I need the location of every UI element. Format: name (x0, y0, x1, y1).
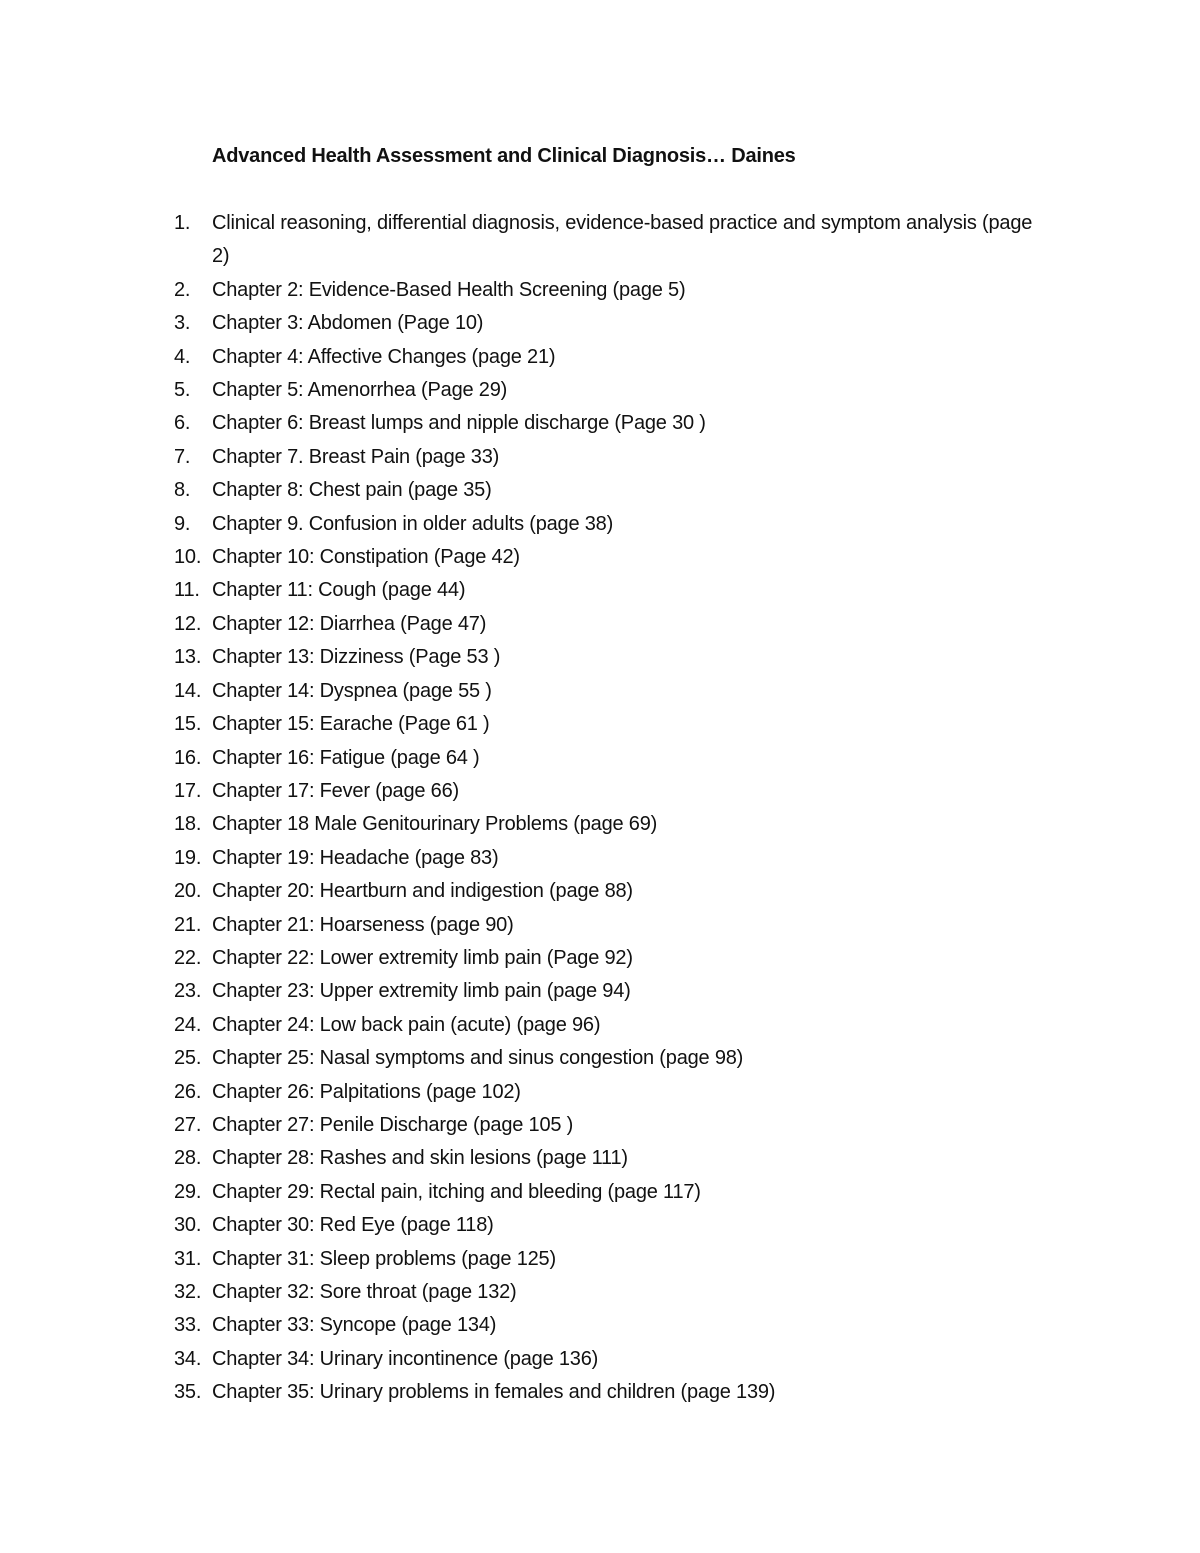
toc-item-number: 21. (174, 913, 202, 936)
toc-item-text: Chapter 14: Dyspnea (page 55 ) (212, 679, 492, 702)
toc-item (0, 775, 1200, 808)
toc-item (0, 1243, 1200, 1276)
toc-item-text: Chapter 19: Headache (page 83) (212, 846, 499, 869)
toc-item-text: Chapter 34: Urinary incontinence (page 136) (212, 1347, 599, 1370)
toc-item-text: Chapter 2: Evidence-Based Health Screening (page 5) (212, 278, 686, 301)
toc-item-text: Chapter 9. Confusion in older adults (page 38) (212, 512, 614, 535)
toc-item-text: Chapter 16: Fatigue (page 64 ) (212, 746, 480, 769)
toc-item-text: Chapter 23: Upper extremity limb pain (page 94) (212, 980, 631, 1003)
toc-item (0, 207, 1200, 274)
toc-item-text: Chapter 17: Fever (page 66) (212, 779, 459, 802)
toc-item (0, 1142, 1200, 1175)
toc-item-number: 32. (174, 1281, 202, 1303)
toc-item-number: 35. (174, 1381, 202, 1404)
toc-item-text: Chapter 31: Sleep problems (page 125) (212, 1247, 556, 1270)
toc-item (0, 341, 1200, 374)
toc-item-text: Chapter 6: Breast lumps and nipple discharge (Page 30 ) (212, 412, 706, 435)
toc-item (0, 1276, 1200, 1309)
toc-item (0, 1076, 1200, 1109)
toc-item (0, 842, 1200, 875)
toc-item-text: Chapter 32: Sore throat (page 132) (212, 1281, 517, 1303)
toc-item-number: 2. (174, 278, 191, 301)
toc-item (0, 641, 1200, 674)
toc-item-text: Chapter 7. Breast Pain (page 33) (212, 445, 500, 468)
toc-item (0, 1376, 1200, 1409)
toc-item-number: 31. (174, 1247, 202, 1270)
toc-item-number: 1. (174, 212, 191, 234)
toc-item-number: 22. (174, 946, 202, 969)
toc-item-number: 9. (174, 512, 191, 535)
toc-item (0, 942, 1200, 975)
toc-item-text: Chapter 5: Amenorrhea (Page 29) (212, 379, 508, 402)
toc-item-text: Chapter 4: Affective Changes (page 21) (212, 345, 556, 368)
toc-item-number: 24. (174, 1013, 202, 1036)
toc-item-number: 23. (174, 980, 202, 1003)
toc-item (0, 708, 1200, 741)
toc-item (0, 1176, 1200, 1209)
toc-item-number: 29. (174, 1180, 202, 1203)
toc-item-text: Chapter 27: Penile Discharge (page 105 ) (212, 1113, 574, 1136)
toc-item (0, 1343, 1200, 1376)
toc-item (0, 808, 1200, 841)
toc-item (0, 608, 1200, 641)
toc-item-text: Chapter 10: Constipation (Page 42) (212, 546, 520, 569)
toc-item (0, 574, 1200, 607)
toc-item-number: 30. (174, 1214, 202, 1237)
toc-item-text: Chapter 30: Red Eye (page 118) (212, 1214, 494, 1237)
toc-item-text: Chapter 28: Rashes and skin lesions (page 111) (212, 1147, 628, 1170)
toc-item (0, 541, 1200, 574)
toc-item (0, 441, 1200, 474)
toc-item-text: Chapter 8: Chest pain (page 35) (212, 479, 492, 502)
toc-item-number: 27. (174, 1113, 202, 1136)
toc-item (0, 875, 1200, 908)
toc-item-number: 33. (174, 1314, 202, 1337)
toc-item-text: Chapter 15: Earache (Page 61 ) (212, 713, 490, 736)
toc-item-number: 16. (174, 746, 202, 769)
toc-item (0, 307, 1200, 340)
toc-item-number: 17. (174, 779, 202, 802)
toc-item-number: 8. (174, 479, 191, 502)
toc-item-text: Chapter 29: Rectal pain, itching and bleeding (page 117) (212, 1180, 701, 1203)
toc-item (0, 1042, 1200, 1075)
toc-item-text: Chapter 22: Lower extremity limb pain (Page 92) (212, 946, 633, 969)
toc-item-number: 19. (174, 846, 202, 869)
toc-item-text: Chapter 3: Abdomen (Page 10) (212, 312, 484, 335)
toc-item-number: 14. (174, 679, 202, 702)
toc-item-number: 20. (174, 880, 202, 903)
toc-item (0, 909, 1200, 942)
toc-item-number: 4. (174, 345, 191, 368)
toc-item-number: 26. (174, 1080, 202, 1103)
toc-item-text: Chapter 33: Syncope (page 134) (212, 1314, 497, 1337)
toc-item-text: Chapter 11: Cough (page 44) (212, 579, 466, 602)
toc-item-number: 7. (174, 445, 191, 468)
toc-item-number: 3. (174, 312, 191, 335)
toc-item-text: Chapter 25: Nasal symptoms and sinus congestion (page 98) (212, 1047, 744, 1070)
toc-item-text: Chapter 12: Diarrhea (Page 47) (212, 612, 487, 635)
toc-item (0, 274, 1200, 307)
toc-item (0, 975, 1200, 1008)
toc-item (0, 508, 1200, 541)
toc-item (0, 474, 1200, 507)
toc-item (0, 675, 1200, 708)
toc-item-text: Clinical reasoning, differential diagnosis, evidence-based practice and symptom analysis (page 2) (212, 212, 1033, 268)
toc-item-number: 25. (174, 1047, 202, 1070)
toc-item-number: 11. (174, 579, 200, 602)
toc-item-text: Chapter 35: Urinary problems in females and children (page 139) (212, 1381, 776, 1404)
toc-item (0, 1209, 1200, 1242)
toc-item-text: Chapter 18 Male Genitourinary Problems (page 69) (212, 813, 658, 836)
toc-item (0, 1109, 1200, 1142)
document-title: Advanced Health Assessment and Clinical Diagnosis… Daines (212, 145, 796, 167)
toc-item (0, 374, 1200, 407)
table-of-contents (0, 207, 1200, 1410)
toc-item-number: 34. (174, 1347, 202, 1370)
toc-item-number: 12. (174, 612, 202, 635)
toc-item-number: 28. (174, 1147, 202, 1170)
toc-item-number: 6. (174, 412, 191, 435)
toc-item-text: Chapter 13: Dizziness (Page 53 ) (212, 646, 501, 669)
toc-item-text: Chapter 20: Heartburn and indigestion (page 88) (212, 880, 633, 903)
toc-item-text: Chapter 24: Low back pain (acute) (page 96) (212, 1013, 601, 1036)
toc-item (0, 742, 1200, 775)
toc-item (0, 1009, 1200, 1042)
toc-item-text: Chapter 26: Palpitations (page 102) (212, 1080, 521, 1103)
toc-item-number: 18. (174, 813, 202, 836)
toc-item (0, 1309, 1200, 1342)
toc-item-number: 10. (174, 546, 202, 569)
toc-item-number: 13. (174, 646, 202, 669)
toc-item-number: 15. (174, 713, 202, 736)
toc-item-number: 5. (174, 379, 191, 402)
toc-item-text: Chapter 21: Hoarseness (page 90) (212, 913, 514, 936)
toc-item (0, 407, 1200, 440)
